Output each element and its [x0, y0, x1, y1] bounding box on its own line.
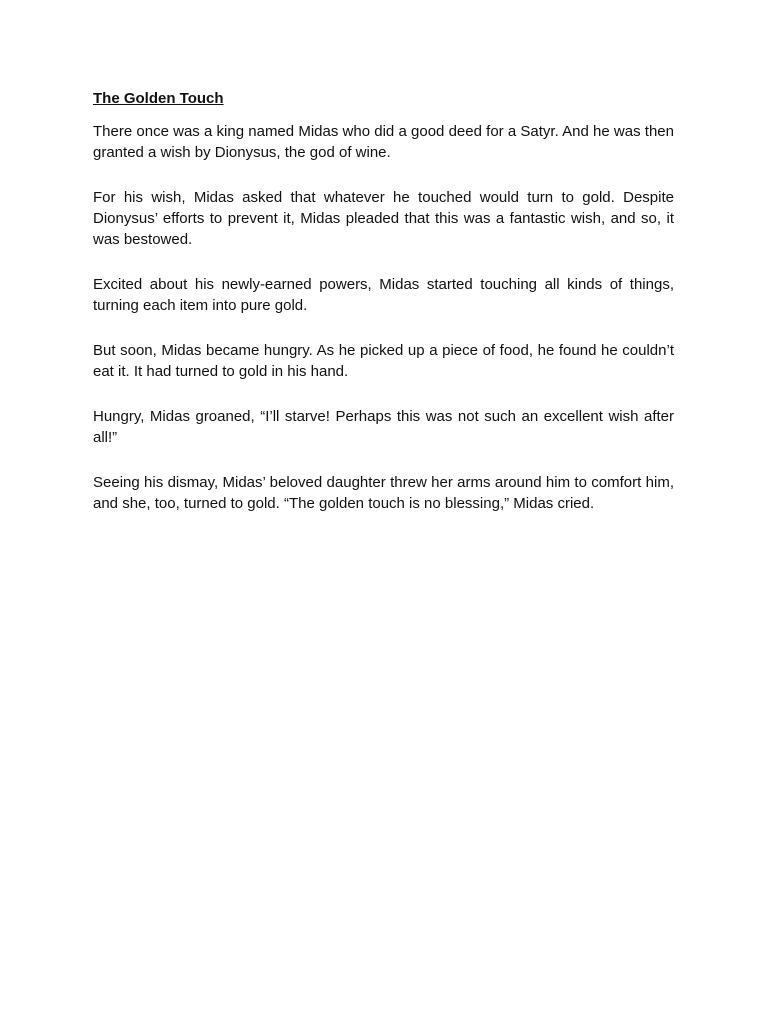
paragraph-3: Excited about his newly-earned powers, Midas started touching all kinds of things, turning each item into pure gold. [93, 276, 674, 314]
paragraph-6: Seeing his dismay, Midas’ beloved daughter threw her arms around him to comfort him, and she, too, turned to gold. “The golden touch is no blessing,” Midas cried. [93, 474, 674, 512]
paragraph-1: There once was a king named Midas who did a good deed for a Satyr. And he was then granted a wish by Dionysus, the god of wine. [93, 123, 674, 161]
document-body [93, 88, 674, 514]
paragraph-5: Hungry, Midas groaned, “I’ll starve! Perhaps this was not such an excellent wish after all!” [93, 408, 674, 446]
document-title: The Golden Touch [93, 90, 224, 107]
paragraph-4: But soon, Midas became hungry. As he picked up a piece of food, he found he couldn’t eat it. It had turned to gold in his hand. [93, 342, 674, 380]
paragraph-2: For his wish, Midas asked that whatever he touched would turn to gold. Despite Dionysus’ efforts to prevent it, Midas pleaded that this was a fantastic wish, and so, it was bestowed. [93, 189, 674, 248]
